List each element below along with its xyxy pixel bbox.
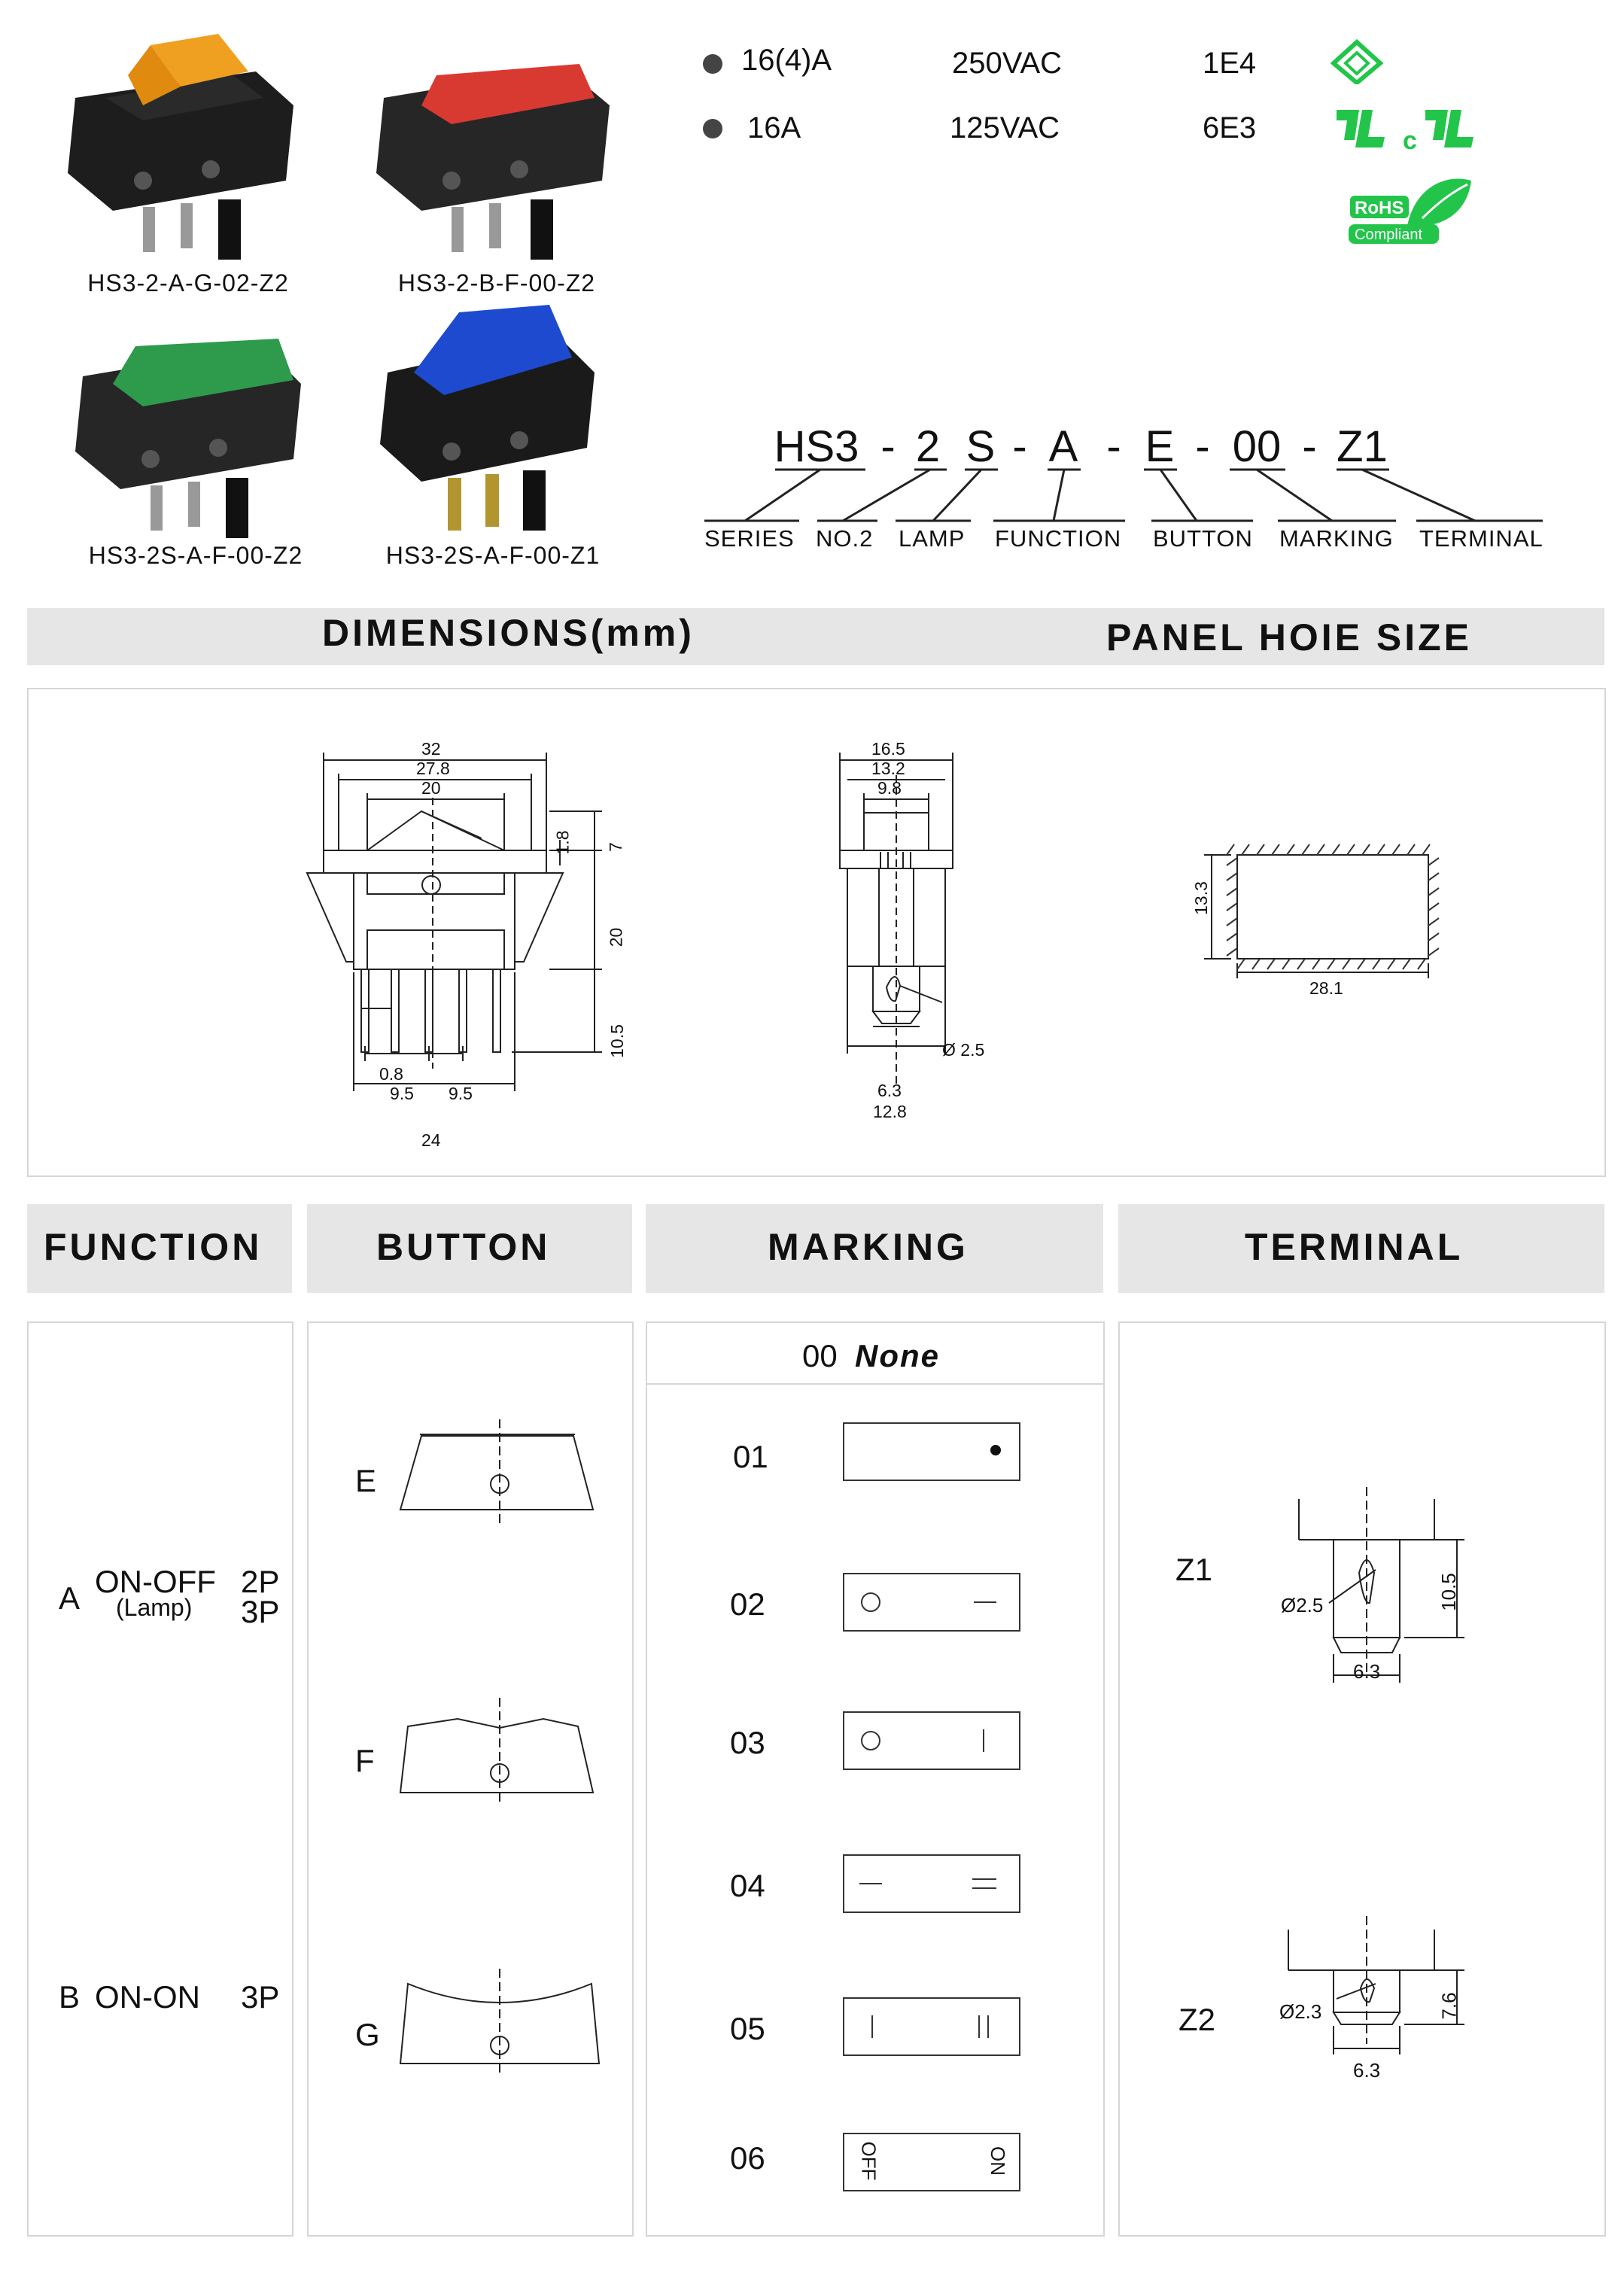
marking-03-box xyxy=(843,1711,1020,1770)
marking-none-divider xyxy=(647,1383,1103,1385)
double-bar-icon xyxy=(978,2015,980,2038)
marking-06-off: OFF xyxy=(857,2141,880,2181)
dash-icon xyxy=(974,1601,996,1603)
dim-label: 9.5 xyxy=(390,1084,414,1103)
function-b-letter: B xyxy=(59,1979,81,2015)
product-caption-2: HS3-2-B-F-00-Z2 xyxy=(397,269,596,297)
marking-code-03: 03 xyxy=(730,1725,765,1760)
double-dash-icon xyxy=(972,1878,996,1880)
function-a-sub: (Lamp) xyxy=(116,1594,193,1621)
dim-label: 20 xyxy=(606,927,626,947)
marking-02-box xyxy=(843,1573,1020,1632)
dim-label: 32 xyxy=(421,739,441,759)
dim-label: Ø 2.5 xyxy=(942,1040,985,1060)
panel-hole-height: 13.3 xyxy=(1191,881,1211,915)
function-title: FUNCTION xyxy=(44,1226,263,1268)
rating-life-2: 6E3 xyxy=(1203,111,1257,144)
code-leader-lines xyxy=(0,0,1624,572)
dim-label: 9.5 xyxy=(449,1084,473,1103)
terminal-z1-dia: Ø2.5 xyxy=(1281,1594,1324,1616)
marking-code-01: 01 xyxy=(733,1439,768,1474)
function-a-p2: 3P xyxy=(241,1594,280,1629)
marking-06-on: ON xyxy=(987,2146,1009,2176)
button-e-letter: E xyxy=(355,1463,377,1498)
product-caption-4: HS3-2S-A-F-00-Z1 xyxy=(385,542,601,569)
code-label-terminal: TERMINAL xyxy=(1419,525,1543,552)
rating-current-1: 16(4)A xyxy=(741,44,832,77)
button-g-letter: G xyxy=(355,2017,380,2052)
rating-voltage-2: 125VAC xyxy=(950,111,1060,144)
button-shapes xyxy=(307,1321,631,2234)
marking-code-06: 06 xyxy=(730,2140,765,2176)
terminal-title: TERMINAL xyxy=(1245,1226,1464,1268)
dim-label: 7 xyxy=(605,842,625,852)
dim-label: 6.3 xyxy=(877,1081,902,1100)
dim-label: 10.5 xyxy=(607,1024,627,1058)
marking-05-box xyxy=(843,1997,1020,2056)
function-a-name: ON-OFF xyxy=(95,1564,216,1599)
dim-label: 27.8 xyxy=(416,759,450,778)
code-dash: - xyxy=(1106,422,1121,471)
code-label-series: SERIES xyxy=(704,525,795,552)
function-a-letter: A xyxy=(59,1580,81,1616)
marking-code-05: 05 xyxy=(730,2011,765,2046)
function-b-name: ON-ON xyxy=(95,1979,200,2015)
code-label-function: FUNCTION xyxy=(995,525,1122,552)
code-label-button: BUTTON xyxy=(1153,525,1253,552)
code-label-lamp: LAMP xyxy=(899,525,966,552)
code-label-marking: MARKING xyxy=(1279,525,1394,552)
function-b-p1: 3P xyxy=(241,1979,280,2015)
panel-hole-width: 28.1 xyxy=(1309,978,1343,998)
product-caption-3: HS3-2S-A-F-00-Z2 xyxy=(88,542,303,569)
rating-current-2: 16A xyxy=(747,111,801,144)
rating-life-1: 1E4 xyxy=(1203,47,1257,80)
svg-text:RoHS: RoHS xyxy=(1355,198,1404,218)
terminal-z2-label: Z2 xyxy=(1178,2002,1216,2037)
marking-01-box xyxy=(843,1422,1020,1481)
code-lamp: S xyxy=(966,422,996,471)
code-dash: - xyxy=(1195,422,1210,471)
dimensions-title: DIMENSIONS(mm) xyxy=(322,612,695,654)
code-label-no2: NO.2 xyxy=(816,525,874,552)
marking-06-box xyxy=(843,2133,1020,2191)
dim-label: 0.8 xyxy=(379,1064,403,1084)
button-title: BUTTON xyxy=(376,1226,551,1268)
terminal-z2-dia: Ø2.3 xyxy=(1279,2000,1322,2023)
marking-code-02: 02 xyxy=(730,1586,765,1622)
code-terminal: Z1 xyxy=(1337,422,1388,471)
terminal-z1-width: 6.3 xyxy=(1353,1660,1381,1683)
dim-label: 9.8 xyxy=(877,778,902,798)
code-marking: 00 xyxy=(1232,422,1282,471)
dim-label: 16.5 xyxy=(871,739,905,759)
terminal-z2-height: 7.6 xyxy=(1437,1992,1461,2020)
dim-label: 20 xyxy=(421,778,441,798)
code-button: E xyxy=(1145,422,1175,471)
function-panel xyxy=(27,1321,293,2237)
panel-hole-title: PANEL HOIE SIZE xyxy=(1106,616,1473,658)
dim-label: 12.8 xyxy=(873,1102,907,1121)
terminal-z1-label: Z1 xyxy=(1175,1552,1213,1587)
circle-icon xyxy=(861,1592,880,1612)
dim-label: 1.8 xyxy=(552,830,573,855)
svg-text:c: c xyxy=(1403,126,1417,155)
dim-label: 24 xyxy=(421,1130,441,1150)
rating-voltage-1: 250VAC xyxy=(952,47,1063,80)
marking-title: MARKING xyxy=(768,1226,969,1268)
code-dash: - xyxy=(1012,422,1027,471)
terminal-z2-width: 6.3 xyxy=(1353,2059,1381,2082)
product-caption-1: HS3-2-A-G-02-Z2 xyxy=(87,269,289,297)
code-series: HS3 xyxy=(774,422,859,471)
svg-text:Compliant: Compliant xyxy=(1355,227,1423,243)
code-function: A xyxy=(1048,422,1078,471)
terminal-z1-height: 10.5 xyxy=(1437,1573,1460,1611)
marking-04-box xyxy=(843,1854,1020,1913)
bar-icon xyxy=(983,1729,984,1752)
terminal-drawings xyxy=(1118,1321,1603,2234)
dim-label: 13.2 xyxy=(871,759,905,778)
bar-icon xyxy=(871,2015,873,2038)
code-dash: - xyxy=(1302,422,1317,471)
function-a-p1: 2P xyxy=(241,1564,280,1599)
button-f-letter: F xyxy=(355,1743,375,1778)
code-no2: 2 xyxy=(915,422,941,471)
dash-icon xyxy=(859,1883,882,1884)
dot-icon xyxy=(990,1445,1001,1455)
dimension-drawings xyxy=(0,677,1624,1174)
code-dash: - xyxy=(880,422,896,471)
marking-none-code: 00 xyxy=(802,1338,838,1373)
circle-icon xyxy=(861,1731,880,1750)
marking-code-04: 04 xyxy=(730,1868,765,1903)
marking-none-label: None xyxy=(855,1338,940,1373)
